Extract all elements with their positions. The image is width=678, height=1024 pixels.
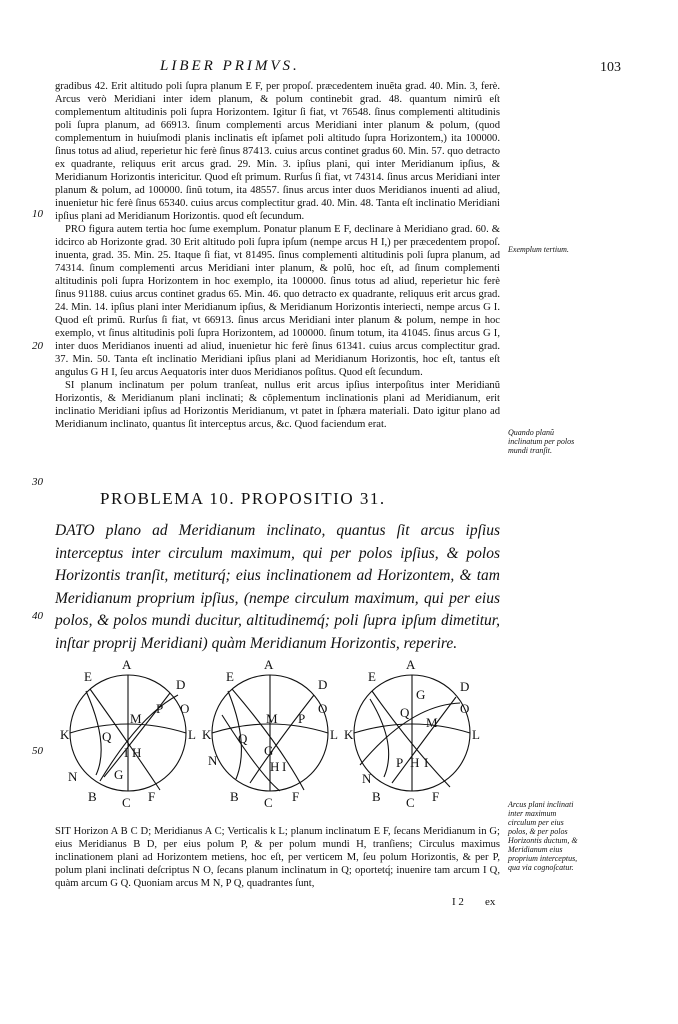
margin-note-quando: Quando planũ inclinatum per polos mundi tranſit. — [508, 428, 575, 455]
fig3-label-M: M — [426, 715, 438, 730]
fig1-label-F: F — [148, 789, 156, 804]
fig3-label-E: E — [368, 669, 376, 684]
fig2-label-C: C — [264, 795, 273, 810]
fig1-label-M: M — [130, 711, 142, 726]
fig2-label-B: B — [230, 789, 239, 804]
fig2-label-D: D — [318, 677, 328, 692]
fig3-label-G: G — [416, 687, 426, 702]
fig3-label-A: A — [406, 657, 416, 672]
fig3-label-F: F — [432, 789, 440, 804]
foot-paragraph: SIT Horizon A B C D; Meridianus A C; Verticalis k L; planum inclinatum E F, ſecans Meridianum in G; eius Meridianus B D, per eius polum P, & per polum mundi H, tranſiens; Circulus maximus inclinationem plani ad Horizontem metiens, hoc eſt, per verticem M, ſeu polum Horizontis, & per P, polum plani inclinati deſcriptus N O, ſecans planum inclinatum in Q; oportetq́; inuenire tam arcum I Q, quàm arcum G Q. Quoniam arcus M N, P Q, quadrantes ſunt, — [55, 826, 500, 889]
margin-note-arcus: Arcus plani inclinati inter maximum circulum per eius polos, & per polos Horizontis ductum, & Meridianum eius proprium interceptus, qua via cognoſcatur. — [508, 800, 578, 872]
fig3-label-H: H — [410, 755, 420, 770]
fig3-label-I: I — [424, 755, 429, 770]
problem-heading: PROBLEMA 10. PROPOSITIO 31. — [100, 489, 386, 508]
line-number-50: 50 — [32, 745, 43, 757]
fig1-label-Q: Q — [102, 729, 112, 744]
fig1-label-B: B — [88, 789, 97, 804]
fig1-label-C: C — [122, 795, 131, 810]
signature-mark: I 2 — [452, 896, 464, 908]
fig1-label-A: A — [122, 657, 132, 672]
fig3-label-P: P — [396, 755, 404, 770]
fig2-label-I: I — [282, 759, 287, 774]
fig2-label-L: L — [330, 727, 338, 742]
fig2-label-N: N — [208, 753, 218, 768]
fig2-label-F: F — [292, 789, 300, 804]
fig3-label-C: C — [406, 795, 415, 810]
fig2-label-K: K — [202, 727, 212, 742]
fig2-label-G: G — [264, 743, 274, 758]
sphere-figures — [60, 655, 480, 815]
fig3-label-B: B — [372, 789, 381, 804]
line-number-10: 10 — [32, 208, 43, 220]
fig1-label-N: N — [68, 769, 78, 784]
margin-note-exemplum: Exemplum tertium. — [508, 245, 569, 254]
enunciation-text: DATO plano ad Meridianum inclinato, quantus ſit arcus ipſius interceptus inter circulum maximum, qui per polos ipſius, & polos Horizontis tranſit, metiturq́; eius inclinationem ad Horizontem, & tam Meridianum proprium ipſius, (nempe circulum maximum, qui per eius polos, & polos mundi ducitur, altitudinemq́; poli ſupra ipſum dimetitur, inſtar proprij Meridiani) quàm Meridianum Horizontis, reperire. — [55, 522, 500, 652]
fig1-label-E: E — [84, 669, 92, 684]
figure-3 — [354, 675, 470, 791]
fig1-label-L: L — [188, 727, 196, 742]
body-text — [55, 80, 500, 431]
page-number: 103 — [600, 60, 621, 75]
fig2-label-O: O — [318, 701, 328, 716]
fig3-label-D: D — [460, 679, 470, 694]
fig3-label-O: O — [460, 701, 470, 716]
fig1-label-I: I — [124, 745, 129, 760]
catchword: ex — [485, 896, 496, 908]
fig1-label-H: H — [132, 745, 142, 760]
fig3-label-K: K — [344, 727, 354, 742]
fig2-label-H: H — [270, 759, 280, 774]
fig2-label-P: P — [298, 711, 306, 726]
running-title: LIBER PRIMVS. — [160, 58, 300, 74]
figure-1 — [70, 675, 186, 791]
fig1-label-D: D — [176, 677, 186, 692]
fig2-label-A: A — [264, 657, 274, 672]
fig2-label-M: M — [266, 711, 278, 726]
paragraph-2: PRO figura autem tertia hoc ſume exemplum. Ponatur planum E F, declinare à Meridiano grad. 60. & idcirco ab Horizonte grad. 30 Erit altitudo poli ſupra ipſum (nempe arcus H I,) per præcedentem propoſ. inuenta, grad. 35. Min. 25. Itaque ſi fiat, vt 81495. ſinus complementi altitudinis poli ſupra planum, ad 74314. ſinum complementi arcus Meridiani inter planum, & polũ, hoc eſt, ad ſinum complementi altitudinis poli ſupra Horizontem in hoc exemplo, ita 100000. ſinus totus ad aliud, reperietur hic ferè ſinus 91188. cuius arcus continet gradus 65. Min. 46. quo detracto ex quadrante, reliquus erit arcus grad. 24. Min. 14. ipſius plani inter Meridianum ipſius, & Meridianum Horizontis interiecti, nempe arcus G I. Quod eſt primũ. Rurſus ſi fiat, vt 66913. ſinus arcus Meridiani inter planum & polum, nempe in hoc exemplo, vt ſinus altitudinis poli ſupra Horizontem, ad 100000. ſinum totum, ita 41045. ſinus arcus G I, inter duos Meridianos inuenti ad aliud, inuenietur hic ferè ſinus 61341. cuius arcus complectitur grad. 37. Min. 50. Tanta eſt inclinatio Meridiani ipſius plani ad Meridianum Horizontis, hoc eſt, tantus eſt angulus G H I, ſeu arcus Aequatoris inter duos Meridianos poſitus. Quod eſt ſecundum. — [55, 224, 500, 378]
line-number-20: 20 — [32, 340, 43, 352]
fig1-label-G: G — [114, 767, 124, 782]
paragraph-3: SI planum inclinatum per polum tranſeat, nullus erit arcus ipſius interpoſitus inter Meridianũ Horizontis, & Meridianum plani inclinati; & cõplementum inclinationis plani ad Meridianum, erit inclinatio Meridiani ipſius ad Horizontis Meridianum, vt patet in ſphæra materiali. Dato igitur plano ad Meridianum inclinato, quantus ſit interceptus arcus, &c. Quod faciendum erat. — [55, 380, 500, 430]
fig2-label-E: E — [226, 669, 234, 684]
fig3-label-L: L — [472, 727, 480, 742]
fig1-label-K: K — [60, 727, 70, 742]
fig3-label-N: N — [362, 771, 372, 786]
line-number-40: 40 — [32, 610, 43, 622]
fig1-label-O: O — [180, 701, 190, 716]
fig3-label-Q: Q — [400, 705, 410, 720]
fig2-label-Q: Q — [238, 731, 248, 746]
fig1-label-P: P — [156, 701, 164, 716]
enunciation — [55, 520, 500, 655]
line-number-30: 30 — [32, 476, 43, 488]
paragraph-1: gradibus 42. Erit altitudo poli ſupra planum E F, per propoſ. præcedentem inuẽta grad. 40. Min. 3, ferè. Arcus verò Meridiani inter idem planum, & polum continebit grad. 48. quantum nimirũ eſt complementum altitudinis poli ſupra Horizontem. Igitur ſi fiat, vt 76548. ſinus complementi altitudinis poli ſupra planum, ad 66913. ſinum complementi arcus Meridiani inter planum & polum, (quod complementum in huiuſmodi planis inclinatis eſt ipſamet poli altitudo ſupra Horizontem,) ita 100000. ſinus totus ad aliud, reperietur hic ferè ſinus 87413. cuius arcus continet gradus 60. Min. 57. quo detracto ex quadrante, reliquus erit arcus grad. 29. Min. 3. ipſius plani, qui inter Meridianum ipſius, & Meridianum Horizontis intericitur. Quod eſt primum. Rurſus ſi fiat, vt 74314. ſinus arcus Meridiani inter planum & polum, ad 100000. ſinũ totum, ita 48557. ſinus arcus inter duos Meridianos inuenti ad aliud, inuenietur hic ferè ſinus 65340. cuius arcus complectitur grad. 40. Min. 48. Tanta eſt inclinatio Meridiani ipſius plani ad Meridianum Horizontis. quod eſt ſecundum. — [55, 81, 500, 222]
